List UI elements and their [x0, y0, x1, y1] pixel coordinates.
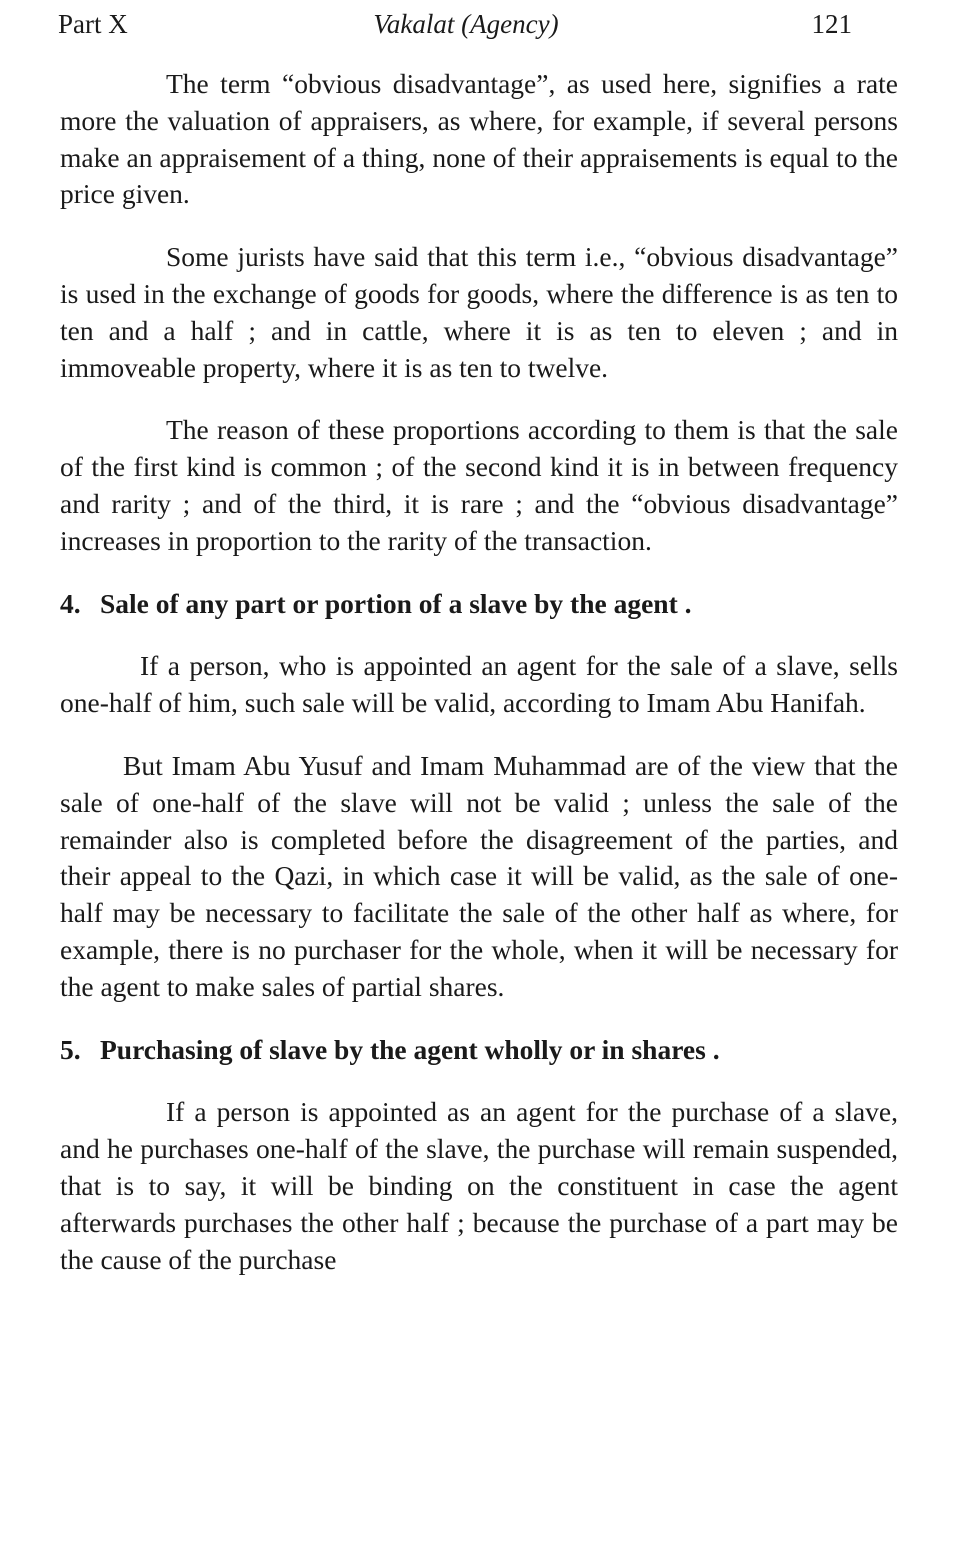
paragraph-abu-yusuf-view: But Imam Abu Yusuf and Imam Muhammad are of the view that the sale of one-half of the slave will not be valid ; unless the sale of the remainder also is completed before the disagreement of the parties, and their appeal to the Qazi, in which case it will be valid, as the sale of one-half may be necessary to facilitate the sale of the other half as where, for example, there is no purchaser for the whole, when it will be necessary for the agent to make sales of partial shares.: [60, 749, 898, 1002]
section-title: Sale of any part or portion of a slave by the agent .: [100, 587, 692, 619]
paragraph-purchase-suspended: If a person is appointed as an agent for the purchase of a slave, and he purchases one-half of the slave, the purchase will remain suspended, that is to say, it will be binding on the constituent in case the agent afterwards purchases the other half ; because the purchase of a part may be the cause of the purchase: [60, 1096, 898, 1275]
header-part-label: Part X: [58, 9, 128, 39]
paragraph-reason-of-proportions: The reason of these proportions according to them is that the sale of the first kind is common ; of the second kind it is in between frequency and rarity ; and of the third, it is rare ; and the “obvious disadvantage” increases in proportion to the rarity of the transaction.: [60, 414, 898, 556]
section-number: 5.: [60, 1033, 81, 1065]
paragraph-obvious-disadvantage-definition: The term “obvious disadvantage”, as used here, signifies a rate more the valuation of appraisers, as where, for example, if several persons make an appraisement of a thing, none of their appraisements is equal to the price given.: [60, 68, 898, 210]
paragraph-sale-one-half-valid: If a person, who is appointed an agent for the sale of a slave, sells one-half of him, such sale will be valid, according to Imam Abu Hanifah.: [60, 650, 898, 719]
paragraph-jurists-proportions: Some jurists have said that this term i.e., “obvious disadvantage” is used in the exchange of goods for goods, where the difference is as ten to ten and a half ; and in cattle, where it is as ten to eleven ; and in immoveable property, where it is as ten to twelve.: [60, 241, 898, 383]
page-body: [60, 66, 898, 1304]
page-number: 121: [811, 9, 852, 39]
section-title: Purchasing of slave by the agent wholly or in shares .: [100, 1033, 720, 1065]
section-heading-5: [60, 1032, 898, 1069]
section-number: 4.: [60, 587, 81, 619]
section-heading-4: [60, 586, 898, 623]
header-chapter-title: Vakalat (Agency): [373, 9, 559, 39]
running-header: [58, 4, 858, 44]
